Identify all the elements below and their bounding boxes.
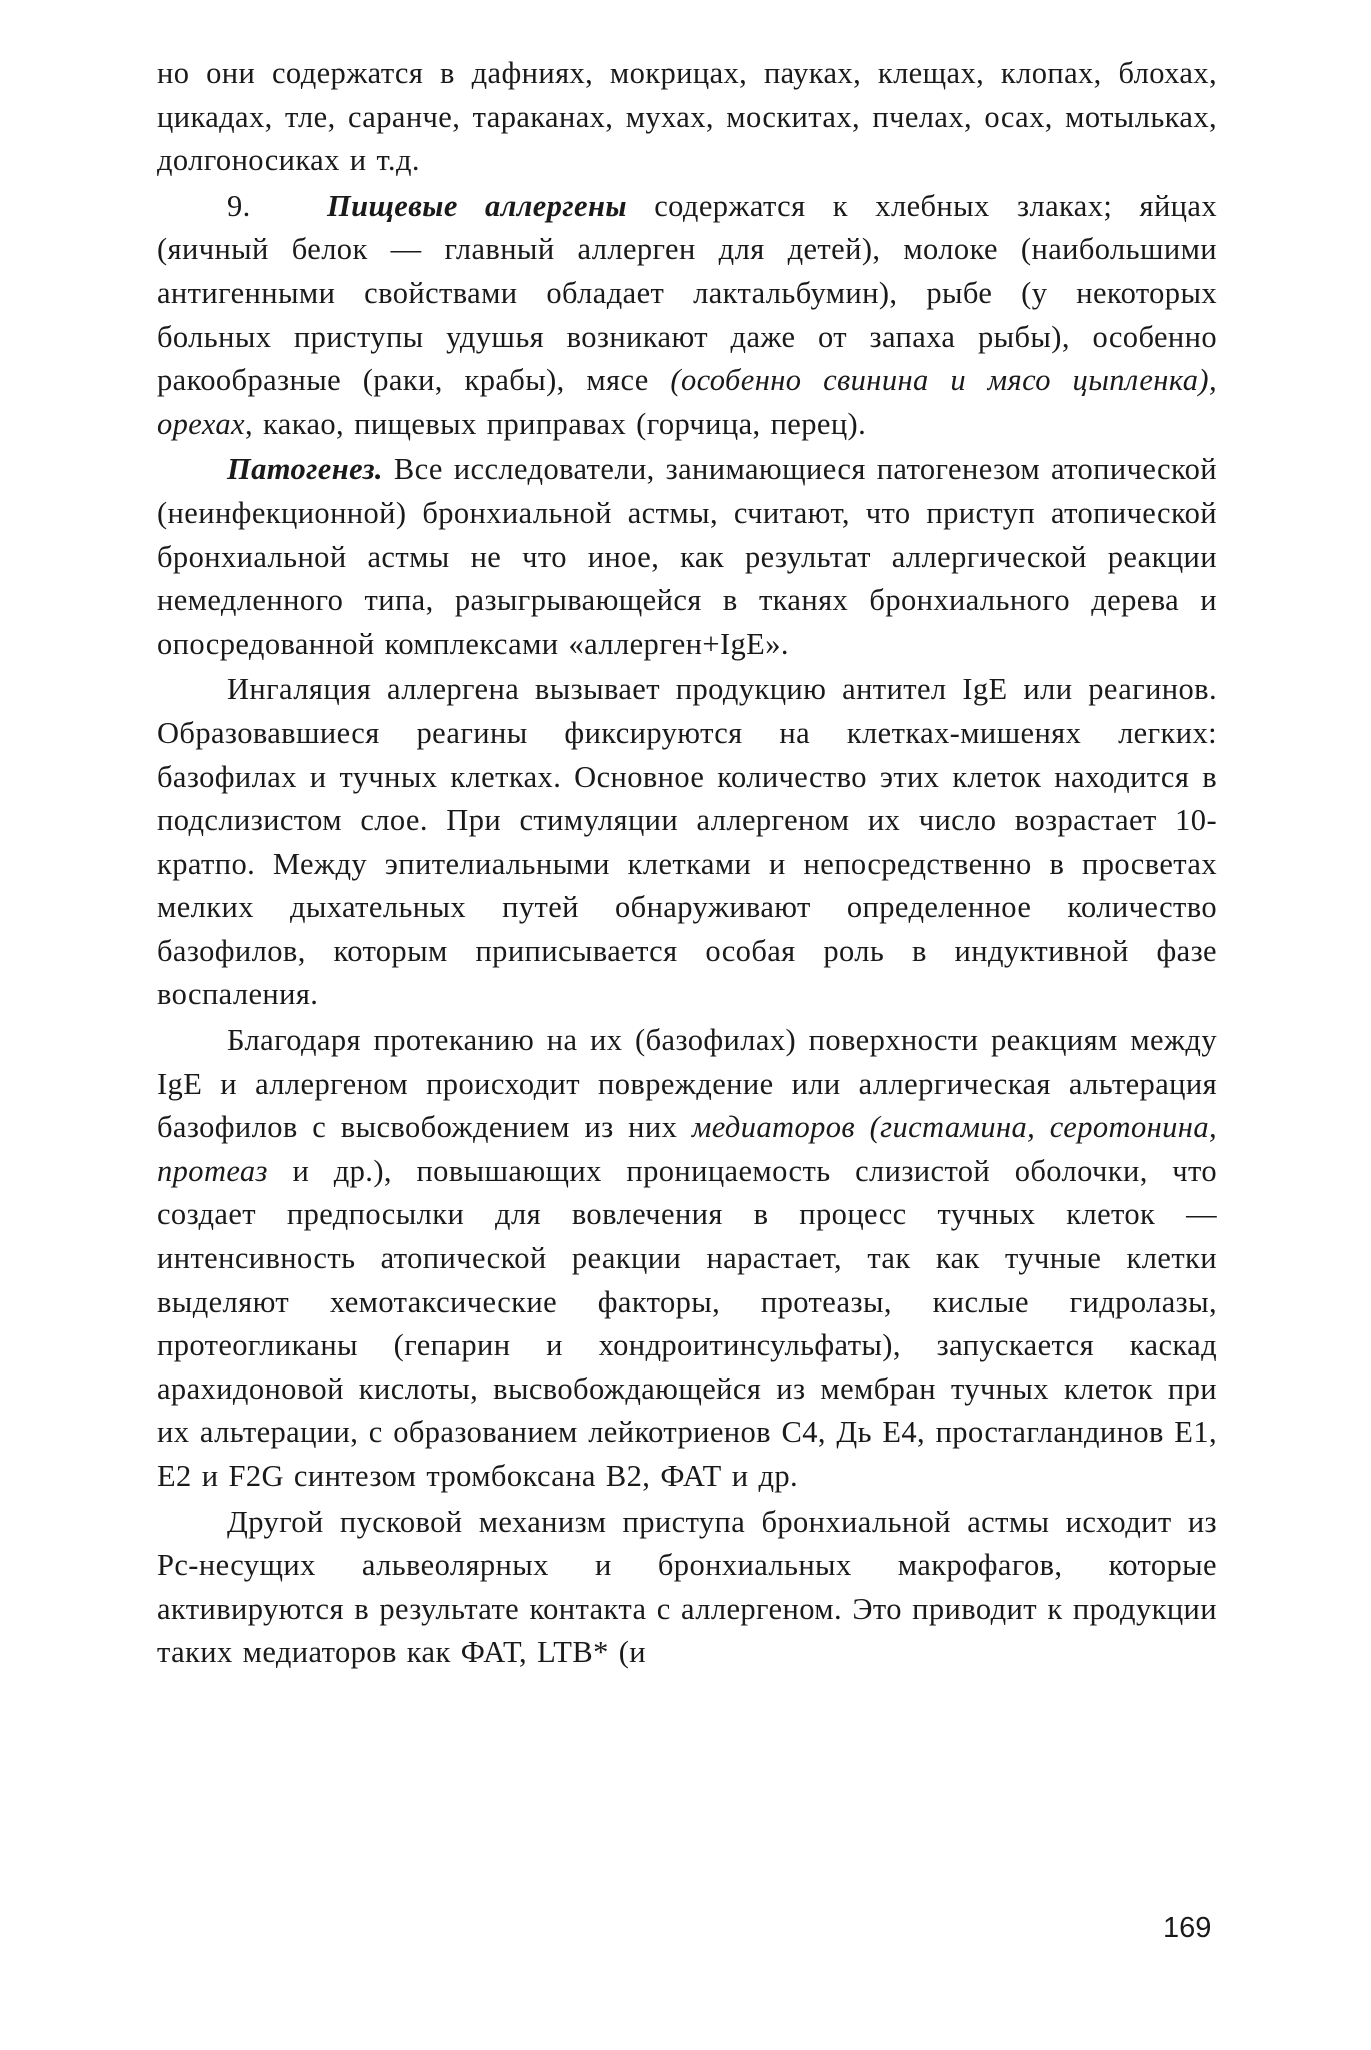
paragraph-food-allergens <box>157 185 1217 447</box>
paragraph-macrophages <box>157 1501 1217 1675</box>
paragraph-text: Все исследователи, занимающиеся патогенезом атопической (неинфекционной) бронхиальной астмы, считают, что приступ атопической бронхиальной астмы не что иное, как результат аллергической реакции немедленного типа, разыгрывающейся в тканях бронхиального дерева и опосредованной комплексами «аллерген+IgE». <box>157 452 1217 661</box>
paragraph-text: содержатся к хлебных злаках; яйцах (яичный белок — главный аллерген для детей), молоке (наибольшими антигенными свойствами обладает лактальбумин), рыбе (у некоторых больных приступы удушья возникают даже от запаха рыбы), особенно ракообразные (раки, крабы), мясе <box>157 188 1217 398</box>
list-number: 9. <box>227 188 251 223</box>
italic-text: медиаторов (гистамина, серотонина, протеаз <box>157 1110 1217 1188</box>
paragraph-basophils <box>157 1019 1217 1499</box>
paragraph-inhalation <box>157 668 1217 1017</box>
paragraph-text: Благодаря протеканию на их (базофилах) поверхности реакциям между IgE и аллергеном происходит повреждение или аллергическая альтерация базофилов с высвобождением из них <box>157 1023 1217 1145</box>
paragraph-text: и др.), повышающих проницаемость слизистой оболочки, что создает предпосылки для вовлечения в процесс тучных клеток — интенсивность атопической реакции нарастает, так как тучные клетки выделяют хемотаксические факторы, протеазы, кислые гидролазы, протеогликаны (гепарин и хондроитинсульфаты), запускается каскад арахидоновой кислоты, высвобождающейся из мембран тучных клеток при их альтерации, с образованием лейкотриенов C4, Дь E4, простагландинов E1, E2 и F2G синтезом тромбоксана B2, ФАТ и др. <box>157 1153 1217 1493</box>
paragraph-text: , какао, пищевых приправах (горчица, перец). <box>244 406 867 441</box>
section-heading: Патогенез. <box>227 452 383 487</box>
paragraph-text: Другой пусковой механизм приступа бронхиальной астмы исходит из Pc-несущих альвеолярных и бронхиальных макрофагов, которые активируются в результате контакта с аллергеном. Это приводит к продукции таких медиаторов как ФАТ, LTB* (и <box>157 1504 1217 1670</box>
paragraph-pathogenesis <box>157 448 1217 666</box>
page-number: 169 <box>1163 1912 1212 1944</box>
italic-text: (особенно свинина и мясо цыпленка), орехах <box>157 363 1217 441</box>
body-text <box>157 52 1217 1675</box>
paragraph-text: но они содержатся в дафниях, мокрицах, пауках, клещах, клопах, блохах, цикадах, тле, саранче, тараканах, мухах, москитах, пчелах, осах, мотыльках, долгоносиках и т.д. <box>157 56 1217 178</box>
paragraph-text: Ингаляция аллергена вызывает продукцию антител IgE или реагинов. Образовавшиеся реагины фиксируются на клетках-мишенях легких: базофилах и тучных клетках. Основное количество этих клеток находится в подслизистом слое. При стимуляции аллергеном их число возрастает 10-кратпо. Между эпителиальными клетками и непосредственно в просветах мелких дыхательных путей обнаруживают определенное количество базофилов, которым приписывается особая роль в индуктивной фазе воспаления. <box>157 672 1217 1012</box>
paragraph-insects <box>157 52 1217 183</box>
section-heading: Пищевые аллергены <box>327 188 627 223</box>
